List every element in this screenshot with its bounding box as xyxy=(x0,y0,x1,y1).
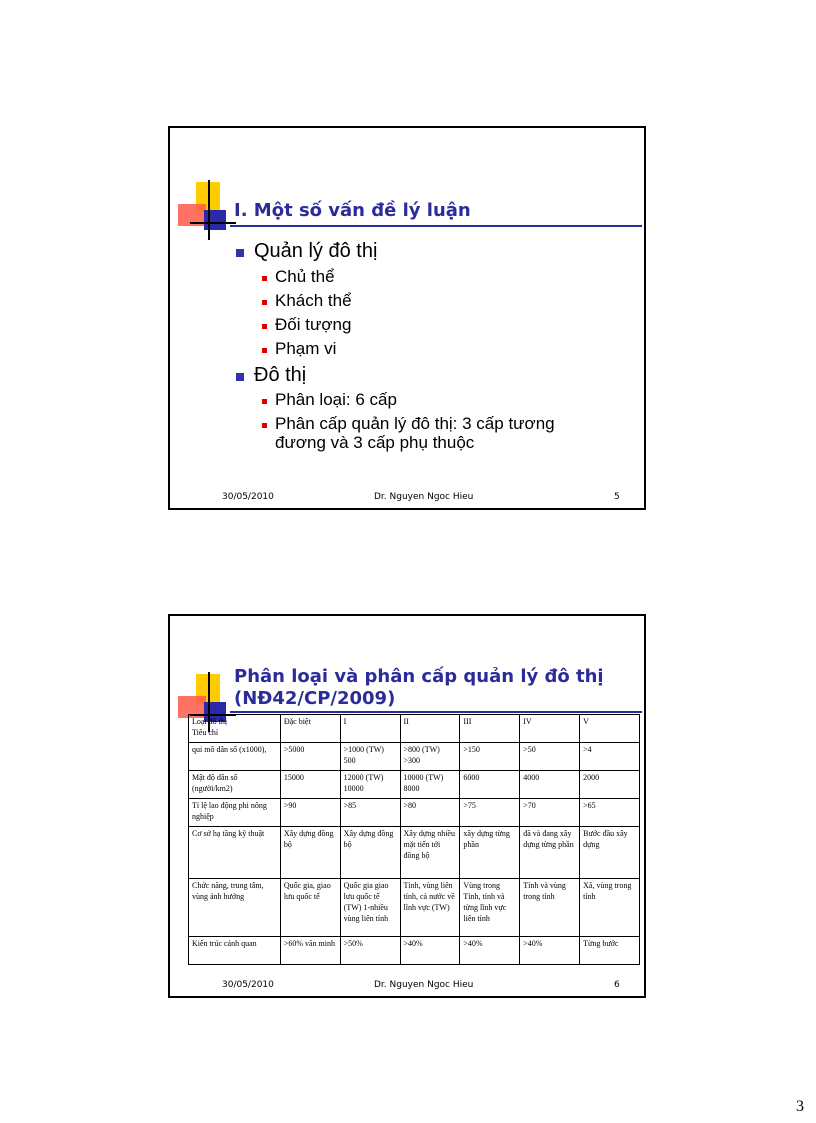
sub-bullet: Phân cấp quản lý đô thị: 3 cấp tương đương và 3 cấp phụ thuộc xyxy=(262,414,592,452)
table-cell: Bước đầu xây dựng xyxy=(580,827,640,879)
table-cell: >70 xyxy=(520,799,580,827)
slide-6 xyxy=(168,614,646,998)
table-cell: Xây dựng đồng bộ xyxy=(340,827,400,879)
bullet-urban-management: Quản lý đô thị xyxy=(236,240,377,263)
table-cell: >40% xyxy=(460,937,520,965)
footer-date: 30/05/2010 xyxy=(222,980,274,990)
table-row xyxy=(189,879,640,937)
bullet-square-icon xyxy=(262,276,267,281)
table-cell: Xây dựng nhiều mặt tiến tới đồng bộ xyxy=(400,827,460,879)
bullet-square-icon xyxy=(236,373,244,381)
table-cell: 12000 (TW) 10000 xyxy=(340,771,400,799)
table-cell: Tỉnh, vùng liên tỉnh, cả nước về lĩnh vực (TW) xyxy=(400,879,460,937)
row-label: Cơ sở hạ tầng kỹ thuật xyxy=(189,827,281,879)
page-number: 3 xyxy=(796,1098,804,1115)
table-cell: 10000 (TW) 8000 xyxy=(400,771,460,799)
table-cell: 15000 xyxy=(280,771,340,799)
table-cell: Tỉnh và vùng trong tỉnh xyxy=(520,879,580,937)
table-cell: >60% văn minh xyxy=(280,937,340,965)
table-cell: Xây dựng đồng bộ xyxy=(280,827,340,879)
table-cell: 4000 xyxy=(520,771,580,799)
table-cell: >4 xyxy=(580,743,640,771)
table-cell: >50 xyxy=(520,743,580,771)
table-cell: >90 xyxy=(280,799,340,827)
table-row xyxy=(189,743,640,771)
row-label: qui mô dân số (x1000), xyxy=(189,743,281,771)
table-cell: Từng bước xyxy=(580,937,640,965)
table-cell: >800 (TW) >300 xyxy=(400,743,460,771)
table-cell: xây dựng từng phần xyxy=(460,827,520,879)
column-header: V xyxy=(580,715,640,743)
classification-table xyxy=(188,714,640,965)
table-cell: >85 xyxy=(340,799,400,827)
table-row xyxy=(189,827,640,879)
row-label: Chức năng, trung tâm, vùng ảnh hưởng xyxy=(189,879,281,937)
row-label: Kiến trúc cảnh quan xyxy=(189,937,281,965)
bullet-square-icon xyxy=(236,249,244,257)
table-cell: >40% xyxy=(520,937,580,965)
table-cell: Quốc gia, giao lưu quốc tế xyxy=(280,879,340,937)
bullet-square-icon xyxy=(262,399,267,404)
footer-author: Dr. Nguyen Ngoc Hieu xyxy=(374,980,474,990)
footer-author: Dr. Nguyen Ngoc Hieu xyxy=(374,492,474,502)
table-row xyxy=(189,771,640,799)
footer-slide-number: 6 xyxy=(614,980,620,990)
table-cell: Xã, vùng trong tỉnh xyxy=(580,879,640,937)
table-cell: >150 xyxy=(460,743,520,771)
table-cell: Vùng trong Tỉnh, tỉnh và từng lĩnh vực liên tỉnh xyxy=(460,879,520,937)
table-cell: đã và đang xây dựng từng phần xyxy=(520,827,580,879)
sub-bullet: Phạm vi xyxy=(262,339,336,359)
sub-bullet: Chủ thể xyxy=(262,267,335,287)
column-header: II xyxy=(400,715,460,743)
bullet-square-icon xyxy=(262,348,267,353)
slide-logo-decoration xyxy=(178,182,238,242)
table-header-row xyxy=(189,715,640,743)
footer-date: 30/05/2010 xyxy=(222,492,274,502)
header-urban-type: Loại đô thị xyxy=(192,717,228,726)
title-underline xyxy=(230,711,642,713)
title-underline xyxy=(230,225,642,227)
bullet-square-icon xyxy=(262,324,267,329)
table-cell: 2000 xyxy=(580,771,640,799)
column-header: I xyxy=(340,715,400,743)
row-label: Tỉ lệ lao động phi nông nghiệp xyxy=(189,799,281,827)
table-cell: >5000 xyxy=(280,743,340,771)
bullet-square-icon xyxy=(262,300,267,305)
table-row xyxy=(189,937,640,965)
column-header: IV xyxy=(520,715,580,743)
table-cell: >65 xyxy=(580,799,640,827)
table-row xyxy=(189,799,640,827)
bullet-square-icon xyxy=(262,423,267,428)
table-cell: Quốc gia giao lưu quốc tế (TW) 1-nhiều vùng liên tỉnh xyxy=(340,879,400,937)
sub-bullet: Đối tượng xyxy=(262,315,351,335)
table-cell: >40% xyxy=(400,937,460,965)
table-cell: >50% xyxy=(340,937,400,965)
footer-slide-number: 5 xyxy=(614,492,620,502)
header-criteria: Tiêu chí xyxy=(192,728,219,737)
table-cell: >1000 (TW) 500 xyxy=(340,743,400,771)
slide-title-line-2: (NĐ42/CP/2009) xyxy=(234,688,396,709)
slide-title: I. Một số vấn đề lý luận xyxy=(234,200,471,221)
slide-title-line-1: Phân loại và phân cấp quản lý đô thị xyxy=(234,666,604,687)
slide-5 xyxy=(168,126,646,510)
table-cell: >75 xyxy=(460,799,520,827)
row-label: Mật độ dân số (người/km2) xyxy=(189,771,281,799)
sub-bullet: Phân loại: 6 cấp xyxy=(262,390,397,410)
table-cell: >80 xyxy=(400,799,460,827)
column-header: Đặc biệt xyxy=(280,715,340,743)
column-header: III xyxy=(460,715,520,743)
bullet-urban: Đô thị xyxy=(236,364,306,387)
header-corner-cell xyxy=(189,715,281,743)
sub-bullet: Khách thể xyxy=(262,291,352,311)
table-cell: 6000 xyxy=(460,771,520,799)
